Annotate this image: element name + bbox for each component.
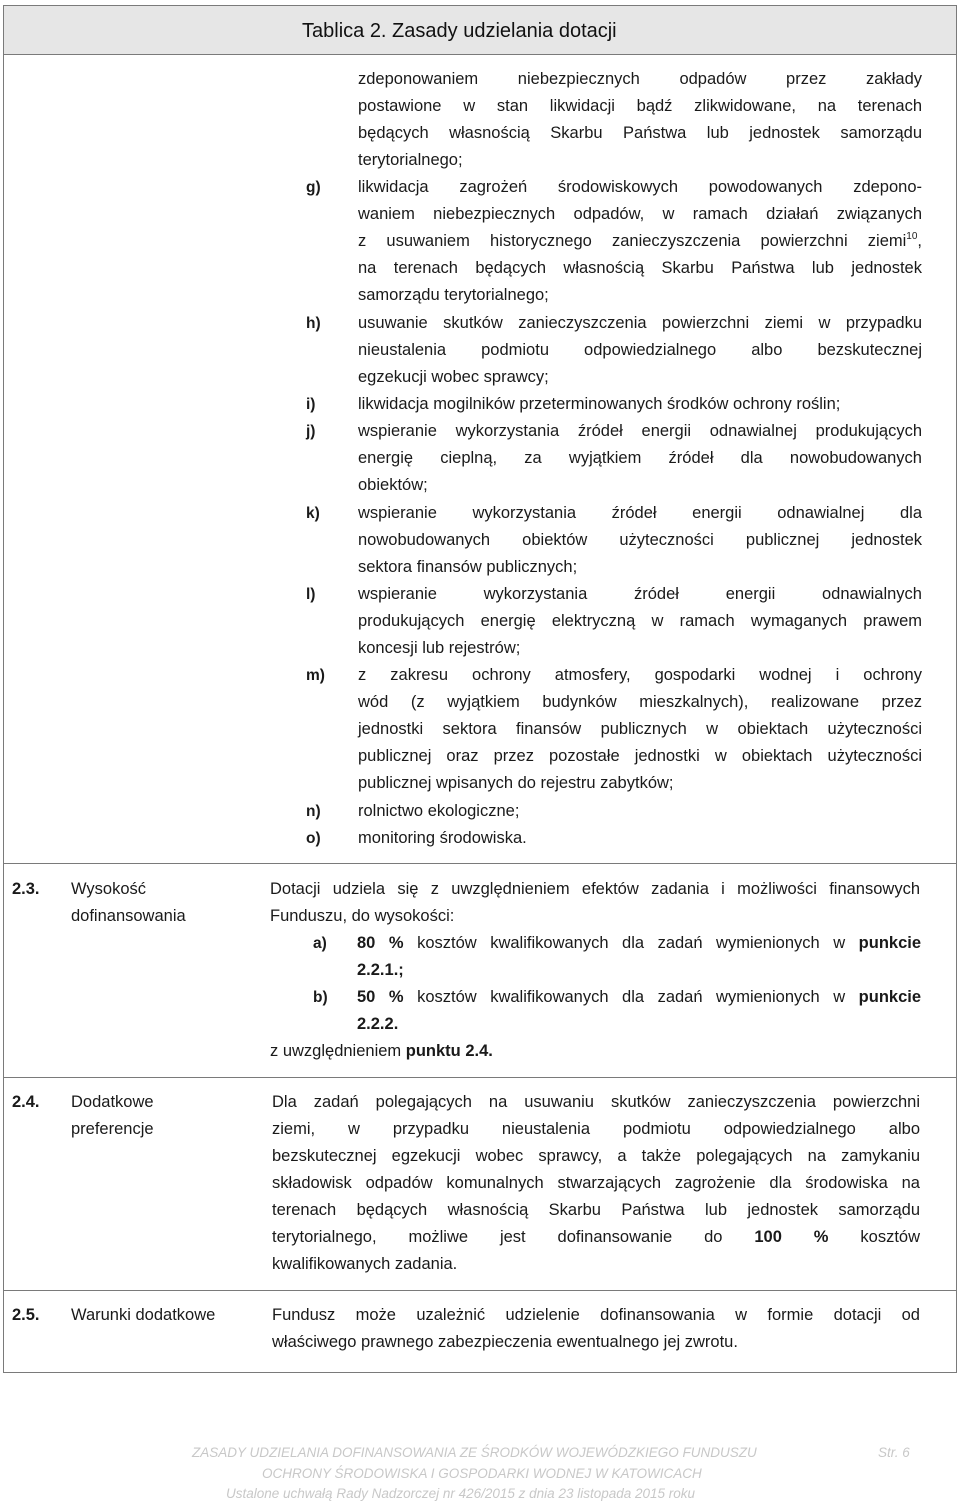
row-divider	[3, 863, 957, 864]
text-line: produkujących energię elektryczną w ramach wymaganych prawem	[358, 612, 922, 630]
text-line	[357, 1011, 398, 1038]
row-divider	[3, 1290, 957, 1291]
table-border-bottom	[3, 1372, 957, 1373]
section-number: 2.5.	[12, 1306, 40, 1324]
text-line	[270, 1038, 493, 1065]
text-line	[357, 957, 404, 984]
text-line: Dotacji udziela się z uwzględnieniem efektów zadania i możliwości finansowych	[270, 880, 920, 898]
text-line: Funduszu, do wysokości:	[270, 907, 455, 925]
text-line: wspieranie wykorzystania źródeł energii odnawialnej produkujących	[358, 422, 922, 440]
text-segment: terytorialnego, możliwe jest dofinansowanie do	[272, 1228, 755, 1246]
text-line: z zakresu ochrony atmosfery, gospodarki wodnej i ochrony	[358, 666, 922, 684]
reference-word: punkcie	[858, 934, 922, 952]
footer-line: ZASADY UDZIELANIA DOFINANSOWANIA ZE ŚRODKÓW WOJEWÓDZKIEGO FUNDUSZU	[192, 1445, 757, 1460]
list-letter: o)	[306, 830, 321, 847]
page-number: Str. 6	[878, 1445, 910, 1460]
text-line: nieustalenia podmiotu odpowiedzialnego albo bezskutecznej	[358, 341, 922, 359]
text-line: z usuwaniem historycznego zanieczyszczenia powierzchni ziemi$^{10}$,	[358, 231, 922, 250]
list-letter: g)	[306, 179, 321, 196]
text-line: publicznej oraz przez pozostałe jednostki w obiektach użyteczności	[358, 747, 922, 765]
text-segment: z usuwaniem historycznego zanieczyszczenia powierzchni ziemi	[358, 232, 907, 250]
reference-number: 2.2.1.;	[357, 961, 404, 979]
text-line: wspieranie wykorzystania źródeł energii odnawialnych	[358, 585, 922, 603]
text-line: samorządu terytorialnego;	[358, 286, 549, 304]
text-line: koncesji lub rejestrów;	[358, 639, 521, 657]
text-line: sektora finansów publicznych;	[358, 558, 578, 576]
text-line: likwidacja zagrożeń środowiskowych powodowanych zdepono-	[358, 178, 922, 196]
footer-line: OCHRONY ŚRODOWISKA I GOSPODARKI WODNEJ W KATOWICACH	[262, 1466, 702, 1481]
text-line: składowisk odpadów komunalnych stwarzających zagrożenie dla środowiska na	[272, 1174, 920, 1192]
text-line: obiektów;	[358, 476, 428, 494]
row-divider	[3, 1077, 957, 1078]
text-line: wód (z wyjątkiem budynków mieszkalnych), realizowane przez	[358, 693, 922, 711]
list-letter: i)	[306, 396, 316, 413]
text-line: zdeponowaniem niebezpiecznych odpadów przez zakłady	[358, 70, 922, 88]
percent-value: 100 %	[754, 1228, 829, 1246]
text-line: waniem niebezpiecznych odpadów, w ramach działań związanych	[358, 205, 922, 223]
table-border-left	[3, 55, 4, 1373]
list-letter: j)	[306, 423, 316, 440]
percent-value: 50 %	[357, 988, 404, 1006]
text-line: postawione w stan likwidacji bądź zlikwidowane, na terenach	[358, 97, 922, 115]
footnote-mark[interactable]: 10	[906, 231, 918, 242]
reference-number: punktu 2.4.	[405, 1042, 493, 1060]
section-label: Warunki dodatkowe	[71, 1306, 216, 1324]
section-label: preferencje	[71, 1120, 154, 1138]
text-line: kwalifikowanych zadania.	[272, 1255, 458, 1273]
percent-value: 80 %	[357, 934, 404, 952]
text-line	[357, 984, 921, 1011]
text-line: terytorialnego;	[358, 151, 463, 169]
section-label: dofinansowania	[71, 907, 186, 925]
list-letter: n)	[306, 803, 321, 820]
reference-number: 2.2.2.	[357, 1015, 399, 1033]
reference-word: punkcie	[858, 988, 922, 1006]
text-line: usuwanie skutków zanieczyszczenia powierzchni ziemi w przypadku	[358, 314, 922, 332]
text-line: monitoring środowiska.	[358, 829, 527, 847]
list-letter: b)	[313, 989, 328, 1006]
table-border-right	[956, 55, 957, 1373]
text-line: Dla zadań polegających na usuwaniu skutków zanieczyszczenia powierzchni	[272, 1093, 920, 1111]
text-segment: kosztów kwalifikowanych dla zadań wymienionych w	[403, 934, 859, 952]
text-line	[272, 1224, 920, 1251]
text-line: nowobudowanych obiektów użyteczności publicznej jednostek	[358, 531, 922, 549]
text-line: bezskutecznej egzekucji wobec sprawcy, a także polegających na zamykaniu	[272, 1147, 920, 1165]
text-segment: z uwzględnieniem	[270, 1042, 406, 1060]
text-line: ziemi, w przypadku nieustalenia podmiotu odpowiedzialnego albo	[272, 1120, 920, 1138]
text-line: Fundusz może uzależnić udzielenie dofinansowania w formie dotacji od	[272, 1306, 920, 1324]
text-line: likwidacja mogilników przeterminowanych środków ochrony roślin;	[358, 395, 841, 413]
section-label: Wysokość	[71, 880, 147, 898]
text-line: terenach będących własnością Skarbu Państwa lub jednostek samorządu	[272, 1201, 920, 1219]
text-segment: kosztów kwalifikowanych dla zadań wymienionych w	[403, 988, 859, 1006]
table-title: Tablica 2. Zasady udzielania dotacji	[302, 20, 617, 42]
table-header	[3, 5, 957, 55]
text-line	[357, 930, 921, 957]
text-line: wspieranie wykorzystania źródeł energii odnawialnej dla	[358, 504, 922, 522]
text-line: rolnictwo ekologiczne;	[358, 802, 520, 820]
section-number: 2.4.	[12, 1093, 40, 1111]
text-line: energię cieplną, za wyjątkiem źródeł dla nowobudowanych	[358, 449, 922, 467]
footer-line: Ustalone uchwałą Rady Nadzorczej nr 426/2015 z dnia 23 listopada 2015 roku	[226, 1486, 696, 1501]
text-line: publicznej wpisanych do rejestru zabytków;	[358, 774, 674, 792]
list-letter: h)	[306, 315, 321, 332]
text-line: egzekucji wobec sprawcy;	[358, 368, 549, 386]
list-letter: k)	[306, 505, 320, 522]
list-letter: l)	[306, 586, 316, 603]
section-number: 2.3.	[12, 880, 40, 898]
text-segment: kosztów	[828, 1228, 920, 1246]
list-letter: a)	[313, 935, 327, 952]
text-line: na terenach będących własnością Skarbu Państwa lub jednostek	[358, 259, 922, 277]
list-letter: m)	[306, 667, 325, 684]
text-line: właściwego prawnego zabezpieczenia ewentualnego jej zwrotu.	[272, 1333, 738, 1351]
text-line: będących własnością Skarbu Państwa lub jednostek samorządu	[358, 124, 922, 142]
section-label: Dodatkowe	[71, 1093, 154, 1111]
text-line: jednostki sektora finansów publicznych w obiektach użyteczności	[358, 720, 922, 738]
